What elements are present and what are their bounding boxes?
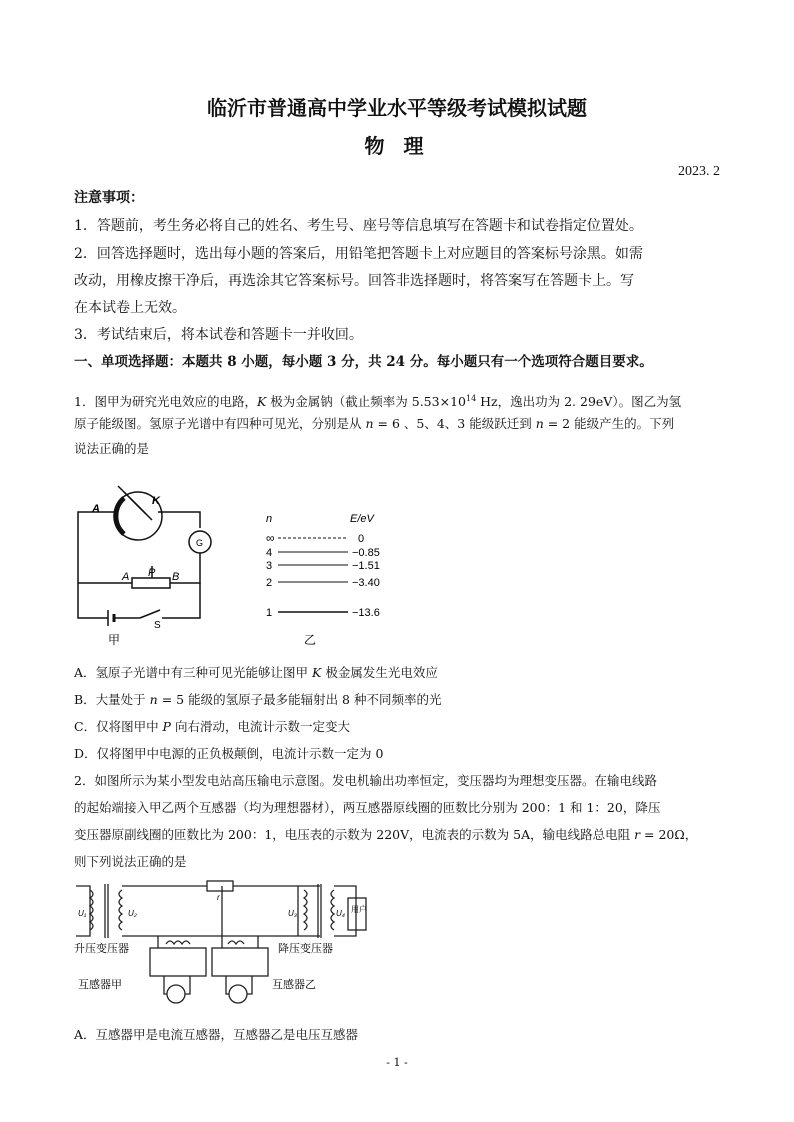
wire [247,976,252,994]
light-ray [130,498,152,520]
q1-line2: 原子能级图。氢原子光谱中有四种可见光，分别是从 n = 6 、5、4、3 能级跃迁到 n = 2 能级产生的。下列 [74,416,675,431]
figure-yi-energy-levels [260,512,410,652]
coil [304,890,307,930]
notice-heading: 注意事项： [74,190,144,206]
q1-option-d: D．仅将图甲中电源的正负极颠倒，电流计示数一定为 0 [74,746,384,761]
label-S: S [154,620,161,631]
notice-item: 在本试卷上无效。 [74,300,186,316]
level-n: ∞ [266,531,275,545]
switch [140,610,160,618]
label-r: r [217,893,220,902]
caption-yi: 乙 [304,633,317,647]
coil [166,941,190,944]
meter-jia [167,985,185,1003]
label-U4: U₄ [336,909,345,918]
rheostat [132,578,170,588]
page-number: - 1 - [386,1056,408,1069]
notice-item: 2．回答选择题时，选出每小题的答案后，用铅笔把答题卡上对应题目的答案标号涂黑。如需 [74,246,643,262]
label-step-up: 升压变压器 [74,943,129,955]
coil [228,941,244,944]
level-n: 1 [266,607,273,619]
coil [331,890,334,930]
level-e: 0 [358,533,365,545]
q1-option-a: A．氢原子光谱中有三种可见光能够让图甲 K 极金属发生光电效应 [74,665,438,680]
wire [164,976,167,994]
notice-item: 3．考试结束后，将本试卷和答题卡一并收回。 [74,327,363,343]
wire [158,512,200,528]
figure-jia-circuit [70,478,240,653]
notice-item: 1．答题前，考生务必将自己的姓名、考生号、座号等信息填写在答题卡和试卷指定位置处。 [74,218,643,234]
level-e: −13.6 [352,607,380,619]
label-U1: U₁ [78,909,87,918]
label-A: A [92,503,100,515]
q1-option-c: C．仅将图甲中 P 向右滑动，电流计示数一定变大 [74,719,350,734]
resistor-r [207,881,233,891]
label-U2: U₂ [128,909,137,918]
figure-transmission [72,876,382,1016]
label-yi: 互感器乙 [272,979,316,991]
section-heading: 一、单项选择题：本题共 8 小题，每小题 3 分，共 24 分。每小题只有一个选项符合题目要求。 [74,354,653,370]
level-n: 4 [266,547,273,559]
label-step-down: 降压变压器 [278,943,333,955]
level-e: −1.51 [352,560,380,572]
label-G: G [196,538,204,548]
meter-yi [229,985,247,1003]
q2-line2: 的起始端接入甲乙两个互感器（均为理想器材），两互感器原线圈的匝数比分别为 200：1 和 1：20，降压 [74,800,661,815]
n-header: n [266,513,273,525]
q2-line1: 2．如图所示为某小型发电站高压输电示意图。发电机输出功率恒定，变压器均为理想变压器。在输电线路 [74,773,657,788]
label-P: P [148,567,156,579]
wire [185,976,190,994]
q1-line3: 说法正确的是 [74,441,150,456]
q2-line4: 则下列说法正确的是 [74,854,187,869]
subject-title: 物 理 [364,134,430,158]
label-user: 用户 [351,905,367,914]
level-e: −3.40 [352,577,380,589]
wire [78,583,108,618]
q1-line1: 1．图甲为研究光电效应的电路，K 极为金属钠（截止频率为 $5.53\times 10^{14}$ Hz，逸出功为 2. 29eV）。图乙为氢 [74,394,682,410]
exam-title: 临沂市普通高中学业水平等级考试模拟试题 [207,96,587,120]
q2-line3: 变压器原副线圈的匝数比为 200：1，电压表的示数为 220V，电流表的示数为 5A，输电线路总电阻 r = 20Ω， [74,827,698,842]
wire [226,976,229,994]
label-B: B [172,571,180,583]
e-header: E/eV [350,513,374,525]
q2-option-a: A．互感器甲是电流互感器，互感器乙是电压互感器 [74,1027,359,1042]
label-jia: 互感器甲 [78,979,122,991]
level-n: 3 [266,560,273,572]
notice-item: 改动，用橡皮擦干净后，再选涂其它答案标号。回答非选择题时，将答案写在答题卡上。写 [74,273,634,289]
wire [78,512,114,583]
coil [119,890,122,930]
level-e: −0.85 [352,547,380,559]
label-U3: U₃ [288,909,297,918]
transformer-yi [212,948,268,976]
label-A2: A [122,571,130,583]
level-n: 2 [266,577,273,589]
cathode [116,498,124,534]
user-load [348,898,366,930]
transformer-jia [150,948,206,976]
caption-jia: 甲 [108,633,121,647]
exam-date: 2023. 2 [678,164,720,179]
label-K: K [152,495,160,507]
q1-option-b: B．大量处于 n = 5 能级的氢原子最多能辐射出 8 种不同频率的光 [74,692,442,707]
